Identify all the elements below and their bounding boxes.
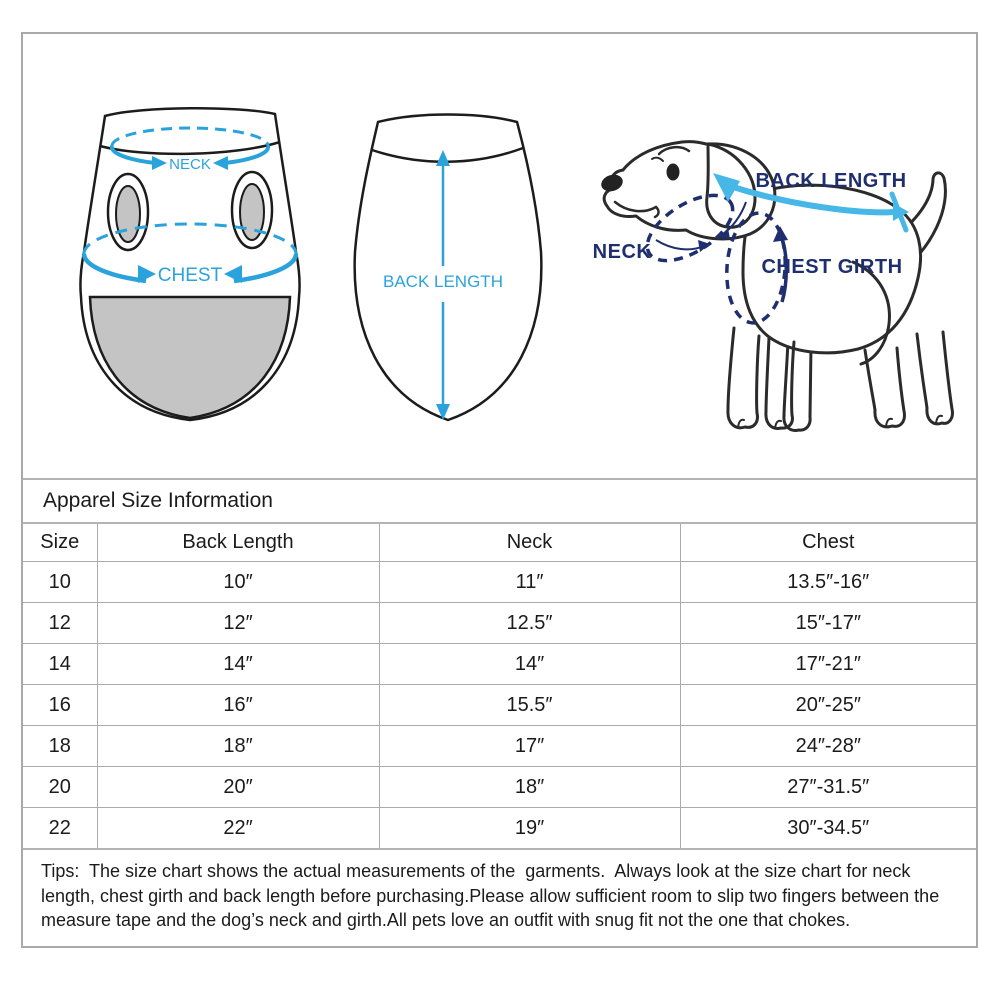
tips-paragraph: Tips: The size chart shows the actual measurements of the garments. Always look at the size chart for neck length, chest girth and back length before purchasing.Please allow sufficient room to slip two fingers between the measure tape and the dog’s neck and girth.All pets love an outfit with snug fit not the one that chokes.	[23, 848, 976, 946]
col-header-back-length: Back Length	[97, 524, 379, 562]
cell-back-length: 14″	[97, 644, 379, 685]
garment-back-outline	[355, 115, 542, 421]
garment-bottom-panel	[90, 297, 290, 418]
cell-neck: 17″	[379, 726, 680, 767]
cell-back-length: 22″	[97, 808, 379, 849]
cell-chest: 13.5″-16″	[680, 562, 976, 603]
table-row	[23, 603, 976, 644]
size-table	[23, 524, 976, 848]
cell-neck: 15.5″	[379, 685, 680, 726]
cell-back-length: 20″	[97, 767, 379, 808]
section-title: Apparel Size Information	[43, 489, 273, 512]
size-chart-sheet	[21, 32, 978, 948]
cell-neck: 11″	[379, 562, 680, 603]
table-header-row	[23, 524, 976, 562]
dog-eye	[667, 164, 680, 181]
cell-chest: 20″-25″	[680, 685, 976, 726]
dog-figure	[560, 90, 970, 450]
table-row	[23, 685, 976, 726]
back-garment-figure	[345, 104, 550, 434]
cell-neck: 19″	[379, 808, 680, 849]
cell-neck: 14″	[379, 644, 680, 685]
cell-chest: 27″-31.5″	[680, 767, 976, 808]
cell-back-length: 16″	[97, 685, 379, 726]
dog-back-length-label: BACK LENGTH	[755, 170, 907, 192]
front-neck-label: NECK	[169, 156, 211, 173]
dog-neck-label: NECK	[592, 241, 652, 263]
cell-back-length: 18″	[97, 726, 379, 767]
front-chest-label: CHEST	[157, 265, 223, 286]
cell-neck: 12.5″	[379, 603, 680, 644]
col-header-neck: Neck	[379, 524, 680, 562]
cell-size: 18	[23, 726, 97, 767]
armhole-left-inner	[116, 186, 140, 242]
cell-neck: 18″	[379, 767, 680, 808]
dog-chest-girth-label: CHEST GIRTH	[761, 256, 903, 278]
cell-size: 14	[23, 644, 97, 685]
cell-chest: 30″-34.5″	[680, 808, 976, 849]
cell-size: 16	[23, 685, 97, 726]
cell-back-length: 12″	[97, 603, 379, 644]
table-row	[23, 644, 976, 685]
col-header-chest: Chest	[680, 524, 976, 562]
cell-chest: 24″-28″	[680, 726, 976, 767]
front-garment-figure	[60, 102, 320, 437]
cell-size: 22	[23, 808, 97, 849]
section-title-banner	[23, 480, 976, 524]
cell-chest: 17″-21″	[680, 644, 976, 685]
measurement-figures-panel	[23, 34, 976, 480]
cell-chest: 15″-17″	[680, 603, 976, 644]
cell-size: 12	[23, 603, 97, 644]
cell-size: 20	[23, 767, 97, 808]
cell-back-length: 10″	[97, 562, 379, 603]
table-row	[23, 562, 976, 603]
col-header-size: Size	[23, 524, 97, 562]
back-length-label: BACK LENGTH	[383, 272, 503, 291]
table-row	[23, 726, 976, 767]
table-row	[23, 767, 976, 808]
cell-size: 10	[23, 562, 97, 603]
table-row	[23, 808, 976, 849]
